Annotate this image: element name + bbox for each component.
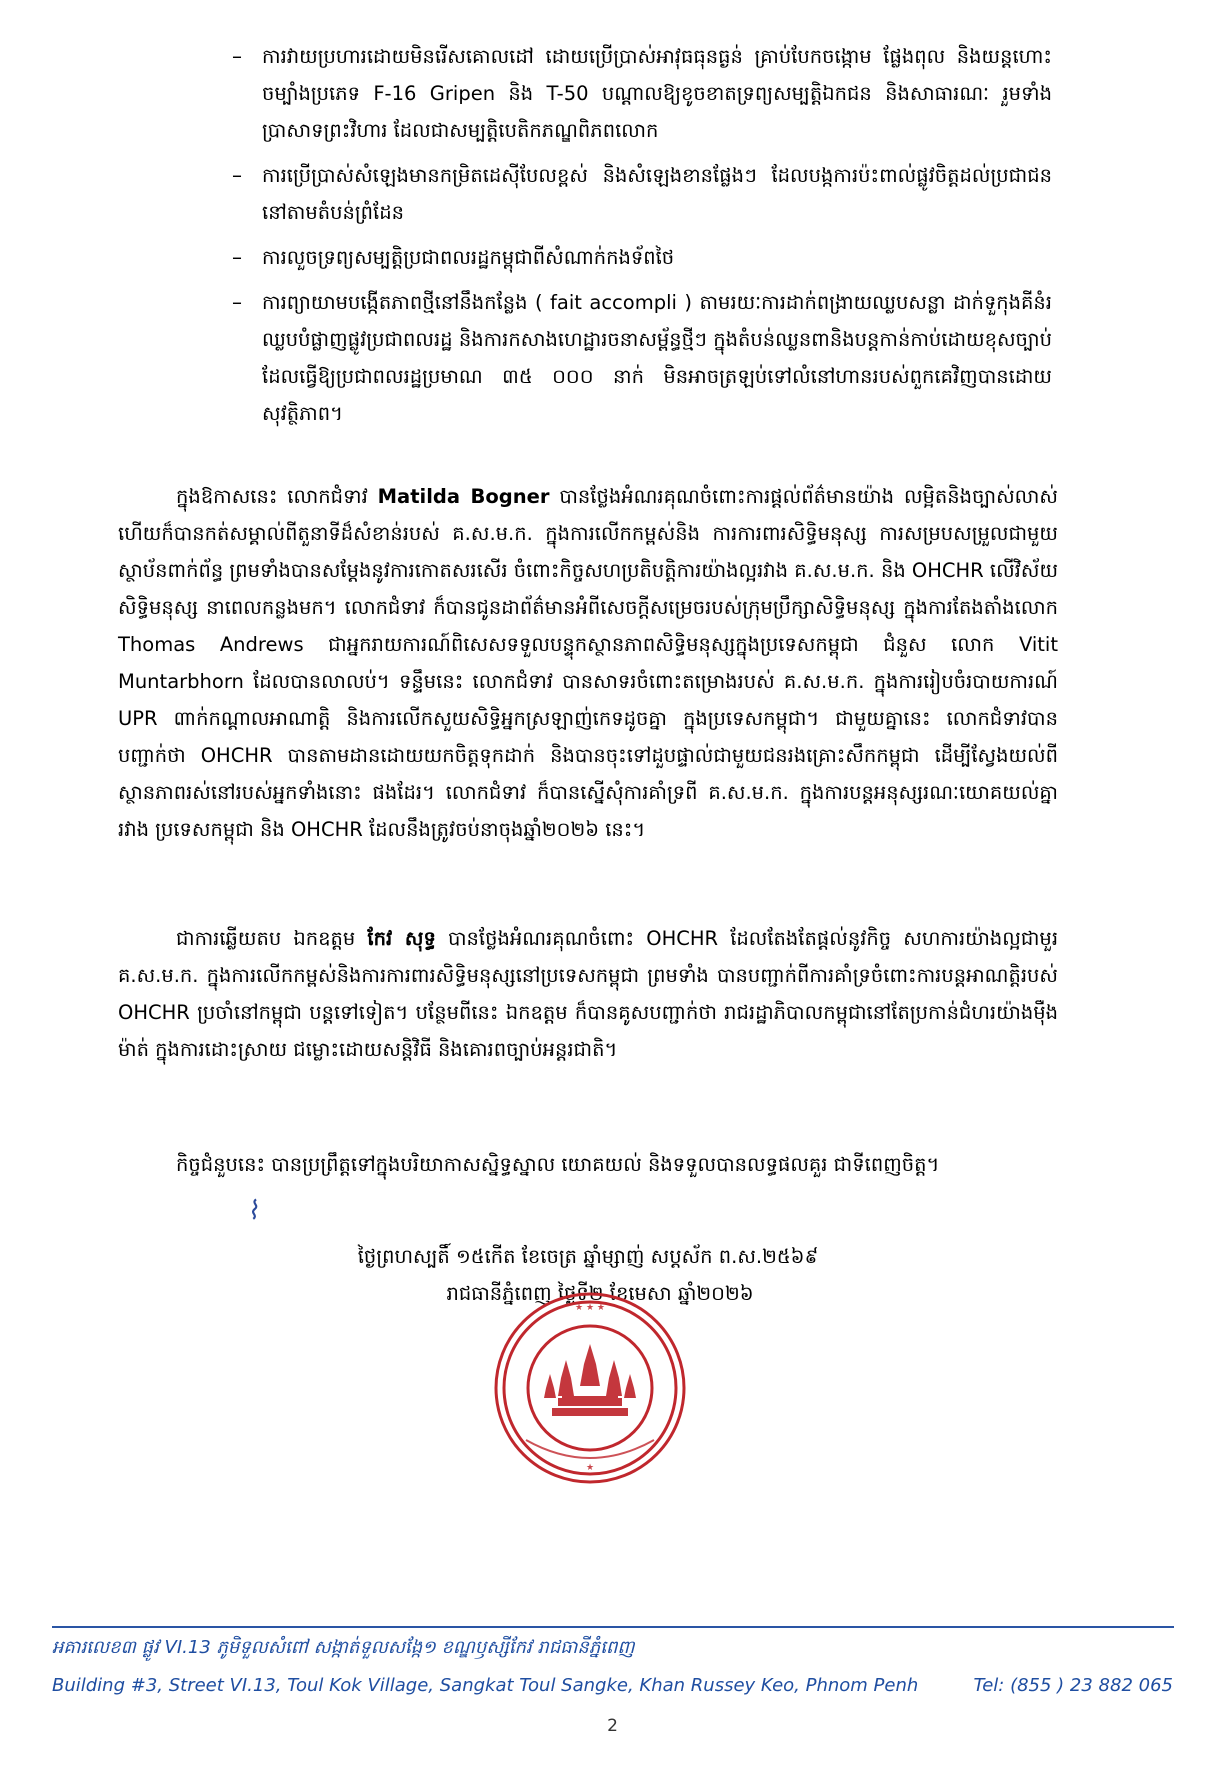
bullet-text: ការព្យាយាមបង្កើតភាពថ្មីនៅនឹងកន្លែង ( fait accompli ) តាមរយៈការដាក់ពង្រាយឈ្លបសន្លា ដាក់ទួកុងគីនំរ ឈ្លបបំផ្លាញផ្លូវប្រជាពលរដ្ឋ និងការកសាងហេដ្ឋារចនាសម្ព័ន្ធថ្មីៗ ក្នុងតំបន់ឈ្លនពានិងបន្តកាន់កាប់ដោយខុសច្បាប់ ដែលធ្វើឱ្យប្រជាពលរដ្ឋប្រមាណ ៣៥ ០០០ នាក់ មិនអាចត្រឡប់ទៅលំនៅហានរបស់ពួកគេវិញបានដោយសុវត្ថិភាព។ — [262, 291, 1052, 425]
svg-text:★: ★ — [585, 1463, 595, 1473]
bullet-list — [232, 38, 1052, 440]
bullet-text: ការប្រើប្រាស់សំឡេងមានកម្រិតដេស៊ីបែលខ្ពស់ និងសំឡេងខានផ្លែងៗ ដែលបង្កការប៉ះពាល់ផ្លូវចិត្តដល់ប្រជាជននៅតាមតំបន់ព្រំដែន — [262, 164, 1052, 224]
bullet-text: ការលួចទ្រព្យសម្បត្តិប្រជាពលរដ្ឋកម្ពុជាពីសំណាក់កងទ័ពថៃ — [262, 246, 675, 269]
date-line-gregorian: រាជធានីភ្នំពេញ ថ្ងៃទី២ ខែមេសា ឆ្នាំ២០២៦ — [446, 1282, 754, 1305]
svg-text:★ ★ ★: ★ ★ ★ — [575, 1303, 605, 1313]
footer-address-english: Building #3, Street VI.13, Toul Kok Village, Sangkat Toul Sangke, Khan Russey Keo, Phnom Penh — [52, 1675, 919, 1696]
bullet-marker: – — [232, 44, 242, 68]
footer-address-khmer: អគារលេខ៣ ផ្លូវ VI.13 ភូមិទួលសំពៅ សង្កាត់ទួលសង្កែ១ ខណ្ឌឫស្សីកែវ រាជធានីភ្នំពេញ — [52, 1637, 635, 1658]
footer-divider — [52, 1626, 1174, 1628]
body-paragraph-2: ជាការឆ្លើយតប ឯកឧត្តម កែវ សុទ្ធ បានថ្លែងអំណរគុណចំពោះ OHCHR ដែលតែងតែផ្តល់នូវកិច្ច សហការយ៉ាងល្អជាមួរ គ.ស.ម.ក. ក្នុងការលើកកម្ពស់និងការការពារសិទ្ធិមនុស្សនៅប្រទេសកម្ពុជា ព្រមទាំង បានបញ្ជាក់ពីការគាំទ្រចំពោះការបន្តអាណត្តិរបស់ OHCHR ប្រចាំនៅកម្ពុជា បន្តទៅទៀត។ បន្ថែមពីនេះ ឯកឧត្តម ក៏បានគូសបញ្ជាក់ថា រាជរដ្ឋាភិបាលកម្ពុជានៅតែប្រកាន់ជំហរយ៉ាងម៉ឺងម៉ាត់ ក្នុងការដោះស្រាយ ជម្លោះដោយសន្តិវិធី និងគោរពច្បាប់អន្តរជាតិ។ — [118, 927, 1059, 1061]
bullet-marker: – — [232, 290, 242, 314]
page-number: 2 — [607, 1716, 618, 1736]
pen-mark-icon: ⌇ — [245, 1195, 263, 1227]
official-seal — [492, 1290, 688, 1486]
list-item — [232, 38, 1052, 149]
list-item — [232, 157, 1052, 231]
bullet-text: ការវាយប្រហារដោយមិនរើសគោលដៅ ដោយប្រើប្រាស់អាវុធធុនធ្ងន់ គ្រាប់បែកចង្កោម ផ្លែងពុល និងយន្តហោះចម្បាំងប្រភេទ F-16 Gripen និង T-50 បណ្ដាលឱ្យខូចខាតទ្រព្យសម្បត្តិឯកជន និងសាធារណៈ រួមទាំង ប្រាសាទព្រះវិហារ ដែលជាសម្បត្តិបេតិកភណ្ឌពិភពលោក — [262, 45, 1052, 142]
list-item — [232, 239, 1052, 276]
bullet-marker: – — [232, 163, 242, 187]
footer-telephone: Tel: (855 ) 23 882 065 — [973, 1675, 1173, 1696]
list-item — [232, 284, 1052, 432]
body-paragraph-1: ក្នុងឱកាសនេះ លោកជំទាវ Matilda Bogner បានថ្លែងអំណរគុណចំពោះការផ្តល់ព័ត៌មានយ៉ាង លម្អិតនិងច្បាស់លាស់ ហើយក៏បានកត់សម្គាល់ពីតួនាទីដ៏សំខាន់របស់ គ.ស.ម.ក. ក្នុងការលើកកម្ពស់និង ការការពារសិទ្ធិមនុស្ស ការសម្របសម្រួលជាមួយស្ថាប័នពាក់ព័ន្ធ ព្រមទាំងបានសម្តែងនូវការកោតសរសើរ ចំពោះកិច្ចសហប្រតិបត្តិការយ៉ាងល្អរវាង គ.ស.ម.ក. និង OHCHR លើវិស័យសិទ្ធិមនុស្ស នាពេលកន្លងមក។ លោកជំទាវ ក៏បានជូនដាព័ត៌មានអំពីសេចក្តីសម្រេចរបស់ក្រុមប្រឹក្សាសិទ្ធិមនុស្ស ក្នុងការតែងតាំងលោក Thomas Andrews ជាអ្នករាយការណ៍ពិសេសទទួលបន្ទុកស្ថានភាពសិទ្ធិមនុស្សក្នុងប្រទេសកម្ពុជា ជំនួស លោក Vitit Muntarbhorn ដែលបានលាលប់។ ទន្ទឹមនេះ លោកជំទាវ បានសាទរចំពោះតម្រោងរបស់ គ.ស.ម.ក. ក្នុងការរៀបចំរបាយការណ៍ UPR ៣ាក់កណ្ដាលអាណាត្តិ និងការលើកសួយសិទ្ធិអ្នកស្រឡាញ់កេទដូចគ្នា ក្នុងប្រទេសកម្ពុជា។ ជាមួយគ្នានេះ លោកជំទាវបានបញ្ជាក់ថា OHCHR បានតាមដានដោយយកចិត្តទុកដាក់ និងបានចុះទៅដួបផ្ទាល់ជាមួយជនរងគ្រោះសឹកកម្ពុជា ដើម្បីស្វែងយល់ពីស្ថានភាពរស់នៅរបស់អ្នកទាំងនោះ ផងដែរ។ លោកជំទាវ ក៏បានស្នើសុំការគាំទ្រពី គ.ស.ម.ក. ក្នុងការបន្តអនុស្សរណៈយោគយល់គ្នារវាង ប្រទេសកម្ពុជា និង OHCHR ដែលនឹងត្រូវចប់នាចុងឆ្នាំ២០២៦ នេះ។ — [118, 485, 1059, 841]
body-paragraph-3: កិច្ចជំនួបនេះ បានប្រព្រឹត្តទៅក្នុងបរិយាកាសស្និទ្ធស្នាល យោគយល់ និងទទួលបានលទ្ធផលគួរ ជាទីពេញចិត្ត។ — [176, 1153, 940, 1176]
bullet-marker: – — [232, 245, 242, 269]
date-line-buddhist: ថ្ងៃព្រហស្បតិ៍ ១៥កើត ខែចេត្រ ឆ្នាំម្សាញ់ សប្ដស័ក ព.ស.២៥៦៩ — [357, 1245, 819, 1268]
